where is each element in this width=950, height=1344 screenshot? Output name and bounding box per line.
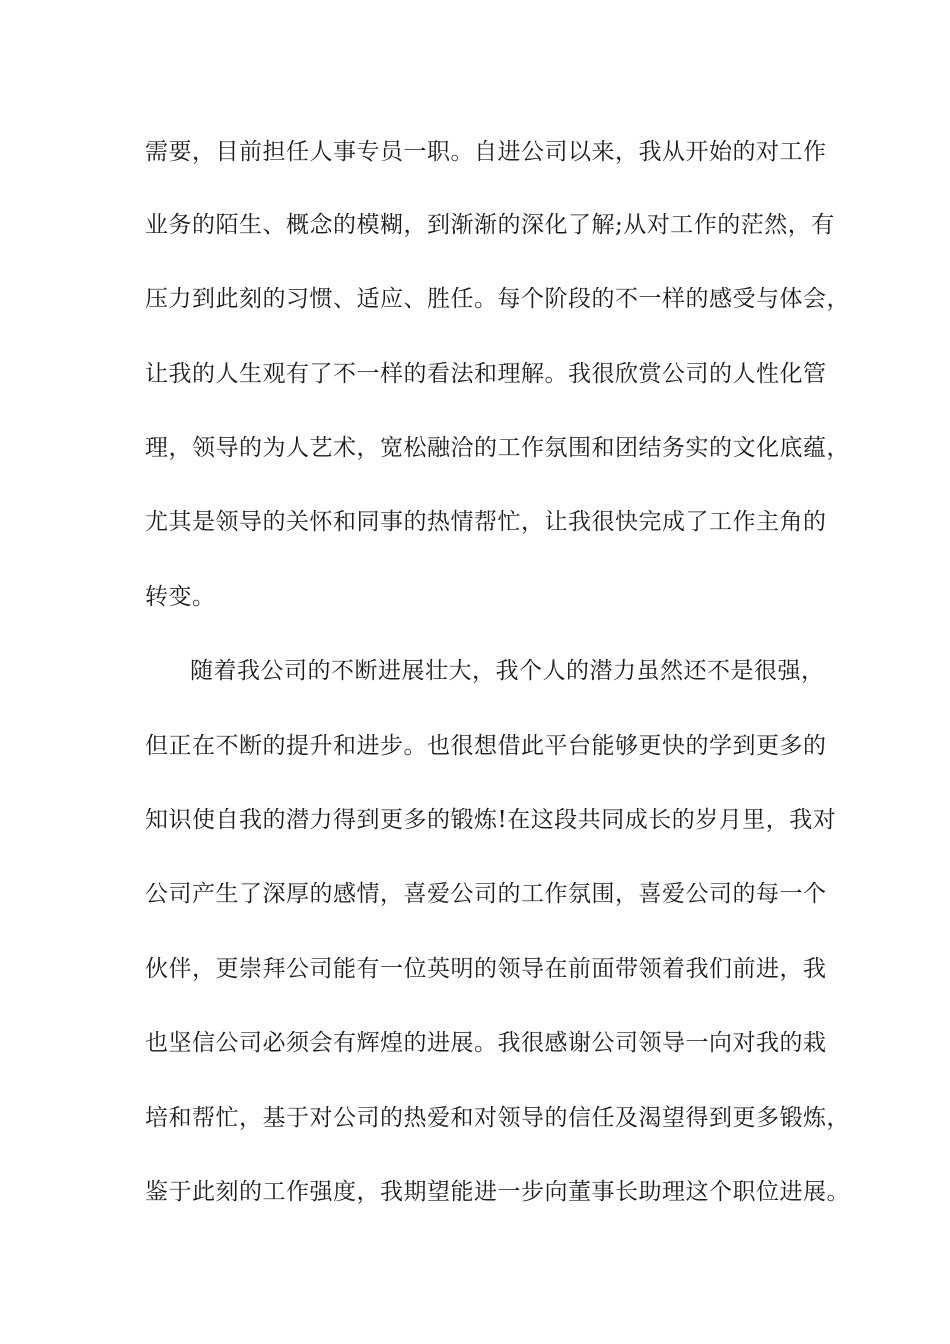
text-line: 公司产生了深厚的感情，喜爱公司的工作氛围，喜爱公司的每一个 bbox=[145, 881, 827, 907]
text-line: 知识使自我的潜力得到更多的锻炼!在这段共同成长的岁月里，我对 bbox=[145, 807, 837, 833]
text-line: 让我的人生观有了不一样的看法和理解。我很欣赏公司的人性化管 bbox=[145, 361, 827, 387]
text-line: 随着我公司的不断进展壮大，我个人的潜力虽然还不是很强， bbox=[190, 658, 825, 684]
text-line: 业务的陌生、概念的模糊，到渐渐的深化了解;从对工作的茫然，有 bbox=[145, 212, 835, 238]
text-line: 也坚信公司必须会有辉煌的进展。我很感谢公司领导一向对我的栽 bbox=[145, 1030, 827, 1056]
text-line: 但正在不断的提升和进步。也很想借此平台能够更快的学到更多的 bbox=[145, 733, 827, 759]
text-line: 培和帮忙，基于对公司的热爱和对领导的信任及渴望得到更多锻炼， bbox=[145, 1105, 850, 1131]
text-line: 压力到此刻的习惯、适应、胜任。每个阶段的不一样的感受与体会， bbox=[145, 286, 850, 312]
text-line: 尤其是领导的关怀和同事的热情帮忙，让我很快完成了工作主角的 bbox=[145, 509, 827, 535]
text-line: 理，领导的为人艺术，宽松融洽的工作氛围和团结务实的文化底蕴， bbox=[145, 435, 850, 461]
text-line: 需要，目前担任人事专员一职。自进公司以来，我从开始的对工作 bbox=[145, 139, 827, 165]
text-line: 转变。 bbox=[145, 584, 216, 610]
text-line: 伙伴，更崇拜公司能有一位英明的领导在前面带领着我们前进，我 bbox=[145, 956, 827, 982]
text-line: 鉴于此刻的工作强度，我期望能进一步向董事长助理这个职位进展。 bbox=[145, 1179, 850, 1205]
